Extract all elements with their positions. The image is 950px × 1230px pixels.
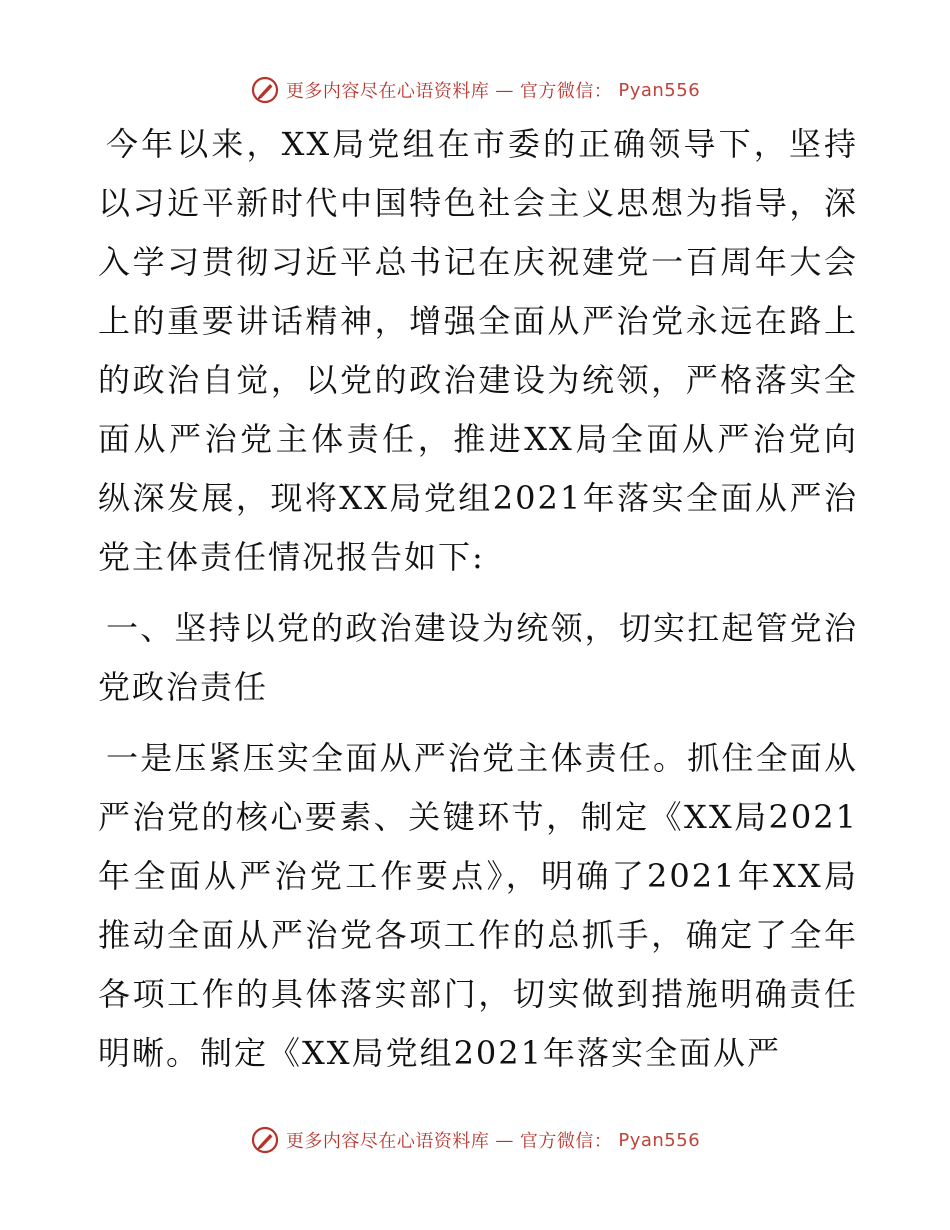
pen-circle-logo-icon <box>250 1125 280 1155</box>
watermark-text: 更多内容尽在心语资料库 <box>285 1131 490 1152</box>
header-watermark <box>0 70 950 110</box>
watermark-official-label: 官方微信： <box>519 81 613 102</box>
watermark-handle: Pyan556 <box>618 1129 701 1151</box>
body-paragraph-2: 一是压紧压实全面从严治党主体责任。抓住全面从严治党的核心要素、关键环节，制定《XX局2021年全面从严治党工作要点》，明确了2021年XX局推动全面从严治党各项工作的总抓手，确定了全年各项工作的具体落实部门，切实做到措施明确责任明晰。制定《XX局党组2021年落实全面从严 <box>98 739 858 1072</box>
watermark-official-label: 官方微信： <box>519 1131 613 1152</box>
watermark-text: 更多内容尽在心语资料库 <box>285 81 490 102</box>
section-heading-1: 一、坚持以党的政治建设为统领，切实扛起管党治党政治责任 <box>98 609 858 706</box>
document-body <box>98 115 858 1083</box>
intro-paragraph: 今年以来，XX局党组在市委的正确领导下，坚持以习近平新时代中国特色社会主义思想为指导，深入学习贯彻习近平总书记在庆祝建党一百周年大会上的重要讲话精神，增强全面从严治党永远在路上的政治自觉，以党的政治建设为统领，严格落实全面从严治党主体责任，推进XX局全面从严治党向纵深发展，现将XX局党组2021年落实全面从严治党主体责任情况报告如下: <box>98 125 858 576</box>
watermark-separator: — <box>495 1129 514 1151</box>
pen-circle-logo-icon <box>250 75 280 105</box>
paragraph-gap <box>98 587 858 599</box>
watermark-handle: Pyan556 <box>618 79 701 101</box>
footer-watermark <box>0 1120 950 1160</box>
watermark-separator: — <box>495 79 514 101</box>
paragraph-gap <box>98 717 858 729</box>
